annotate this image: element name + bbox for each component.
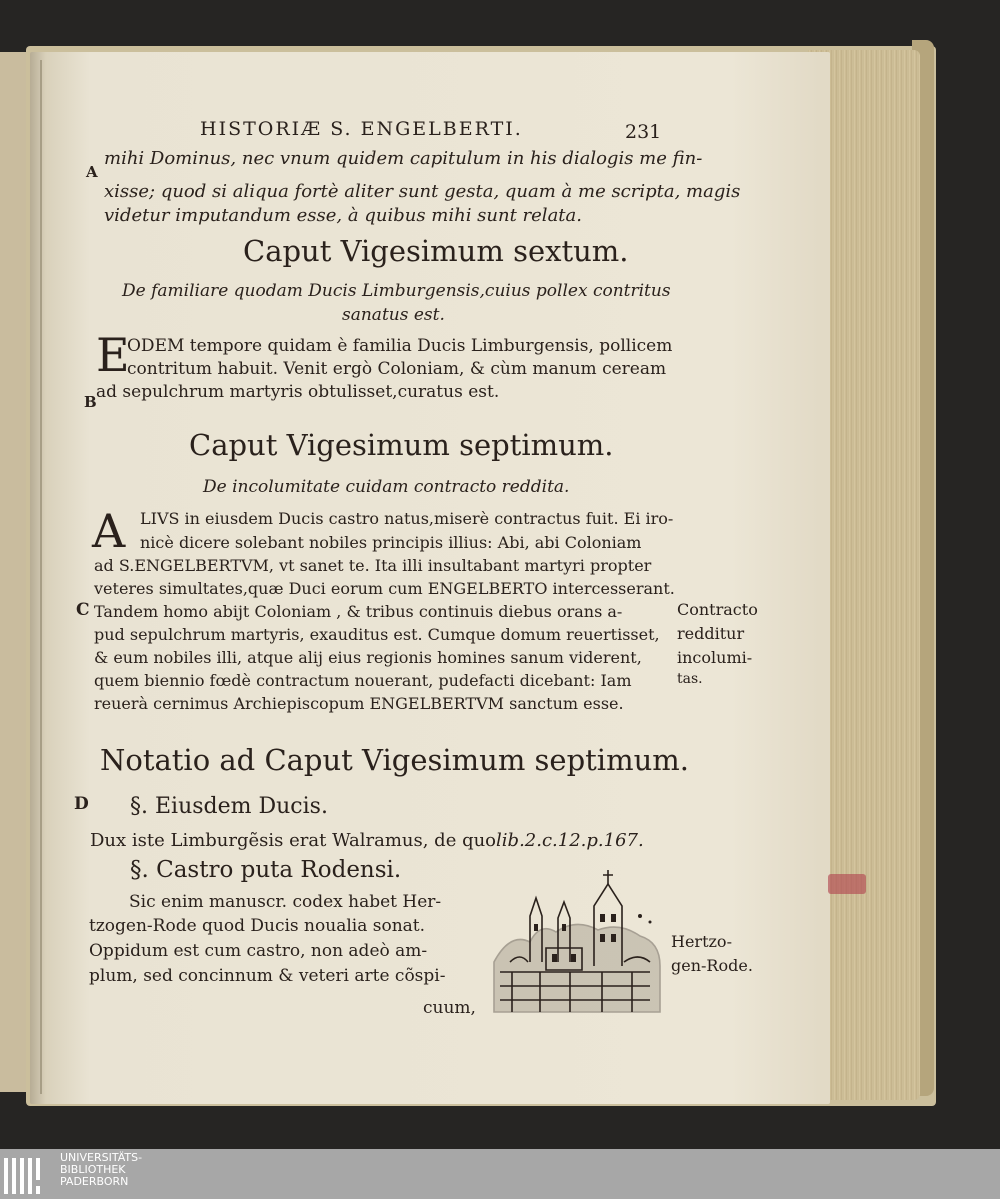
chapter-26-line-3: ad sepulchrum martyris obtulisset,curatus est. xyxy=(96,382,500,402)
margin-letter-c: C xyxy=(76,600,90,620)
chapter-26-subtitle-1: De familiare quodam Ducis Limburgensis,cuius pollex contritus xyxy=(122,281,671,301)
sidenote-hertzogen-2: gen-Rode. xyxy=(671,956,753,975)
red-ink-mark xyxy=(828,874,866,894)
section-1-body: Dux iste Limburgẽsis erat Walramus, de quo xyxy=(90,830,497,851)
notatio-title: Notatio ad Caput Vigesimum septimum. xyxy=(100,743,689,777)
sidenote-contracto-3: incolumi- xyxy=(677,648,753,667)
university-library-logo-icon xyxy=(0,1152,56,1198)
chapter-26-dropcap: E xyxy=(96,328,130,382)
opening-line-3: videtur imputandum esse, à quibus mihi sunt relata. xyxy=(104,205,582,226)
opening-line-1: mihi Dominus, nec vnum quidem capitulum in his dialogis me fin- xyxy=(104,148,703,169)
page-number: 231 xyxy=(625,121,662,143)
chapter-27-line-7: & eum nobiles illi, atque alij eius regionis homines sanum viderent, xyxy=(94,648,642,667)
chapter-27-line-4: veteres simultates,quæ Duci eorum cum ENGELBERTO intercesserant. xyxy=(94,579,675,598)
chapter-27-line-6: pud sepulchrum martyris, exauditus est. Cumque domum reuertisset, xyxy=(94,625,660,644)
notatio-section-2-line-4: plum, sed concinnum & veteri arte cõspi- xyxy=(89,966,446,986)
notatio-section-1-heading: §. Eiusdem Ducis. xyxy=(130,794,328,819)
sidenote-contracto-1: Contracto xyxy=(677,600,758,619)
library-name-line-2: BIBLIOTHEK xyxy=(60,1163,126,1176)
notatio-section-2-line-5: cuum, xyxy=(423,998,476,1018)
notatio-section-2-line-2: tzogen-Rode quod Ducis noualia sonat. xyxy=(89,916,426,936)
margin-letter-b: B xyxy=(84,393,97,411)
sidenote-hertzogen-1: Hertzo- xyxy=(671,932,732,951)
chapter-27-line-9: reuerà cernimus Archiepiscopum ENGELBERTVM sanctum esse. xyxy=(94,694,624,713)
sidenote-contracto-4: tas. xyxy=(677,671,703,687)
running-head: HISTORIÆ S. ENGELBERTI. xyxy=(200,118,523,140)
library-name-line-3: PADERBORN xyxy=(60,1175,129,1188)
notatio-section-2-line-1: Sic enim manuscr. codex habet Her- xyxy=(129,892,442,912)
chapter-27-line-8: quem biennio fœdè contractum nouerant, pudefacti dicebant: Iam xyxy=(94,671,632,690)
margin-letter-a: A xyxy=(86,163,98,181)
gutter-line xyxy=(40,60,42,1094)
library-footer-bar xyxy=(0,1149,1000,1199)
library-name-line-1: UNIVERSITÄTS- xyxy=(60,1151,143,1164)
castle-woodcut-image xyxy=(490,862,662,1022)
chapter-27-dropcap: A xyxy=(92,504,126,558)
chapter-26-subtitle-2: sanatus est. xyxy=(342,305,445,325)
chapter-27-title: Caput Vigesimum septimum. xyxy=(189,428,614,462)
chapter-27-line-3: ad S.ENGELBERTVM, vt sanet te. Ita illi insultabant martyri propter xyxy=(94,556,652,575)
chapter-26-line-1: ODEM tempore quidam è familia Ducis Limburgensis, pollicem xyxy=(127,336,673,356)
chapter-27-line-1: LIVS in eiusdem Ducis castro natus,miserè contractus fuit. Ei iro- xyxy=(140,509,674,528)
opening-line-2: xisse; quod si aliqua fortè aliter sunt gesta, quam à me scripta, magis xyxy=(104,181,741,202)
chapter-26-line-2: contritum habuit. Venit ergò Coloniam, & cùm manum ceream xyxy=(127,359,667,379)
section-1-reference: lib.2.c.12.p.167. xyxy=(496,830,644,851)
margin-letter-d: D xyxy=(74,794,89,814)
chapter-26-title: Caput Vigesimum sextum. xyxy=(243,234,629,268)
sidenote-contracto-2: redditur xyxy=(677,624,745,643)
chapter-27-line-5: Tandem homo abijt Coloniam , & tribus continuis diebus orans a- xyxy=(94,602,623,621)
chapter-27-subtitle: De incolumitate cuidam contracto reddita. xyxy=(203,477,570,497)
notatio-section-2-line-3: Oppidum est cum castro, non adeò am- xyxy=(89,941,428,961)
notatio-section-2-heading: §. Castro puta Rodensi. xyxy=(130,857,402,883)
notatio-section-1-text xyxy=(90,830,644,851)
chapter-27-line-2: nicè dicere solebant nobiles principis illius: Abi, abi Coloniam xyxy=(140,533,642,552)
